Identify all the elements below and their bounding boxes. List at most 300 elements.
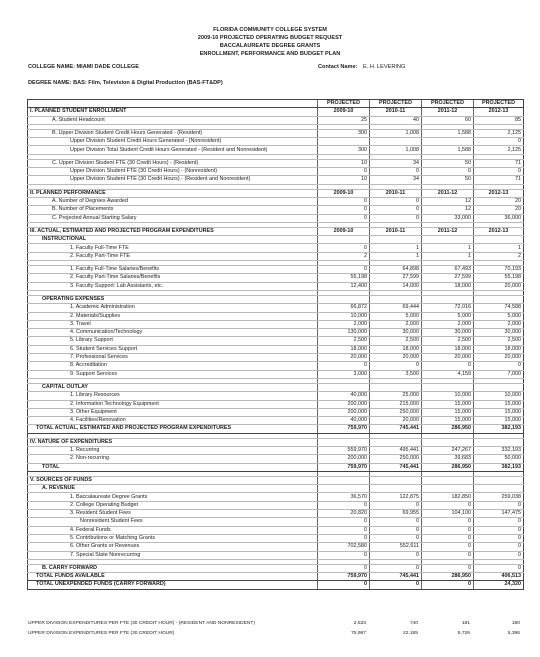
table-row (28, 493, 524, 501)
cell-value: 2010-11 (370, 189, 422, 197)
cell-value: 7,000 (474, 370, 524, 378)
cell-value (474, 438, 524, 446)
table-row (28, 383, 524, 391)
cell-value: 20,000 (370, 417, 422, 425)
cell-value: 1 (422, 252, 474, 260)
table-row (28, 100, 524, 108)
cell-value: 0 (370, 581, 422, 589)
footer-label: UPPER DIVISION EXPENDITURES PER FTE (30 CREDIT HOUR) (28, 631, 175, 636)
cell-value (422, 295, 474, 303)
cell-value: 0 (422, 362, 474, 370)
cell-value: 0 (474, 526, 524, 534)
cell-value: 40 (370, 116, 422, 124)
cell-value (318, 476, 370, 484)
cell-value: 30,000 (370, 329, 422, 337)
footer-label: UPPER DIVISION EXPENDITURES PER FTE (30 CREDIT HOUR) - (RESIDENT AND NONRESIDENT) (28, 621, 255, 626)
cell-value (370, 138, 422, 146)
cell-value: 2009-10 (318, 189, 370, 197)
degree-label: DEGREE NAME: (28, 80, 72, 86)
cell-value: 2010-11 (370, 227, 422, 235)
cell-value: 4,159 (422, 370, 474, 378)
cell-value: 20,000 (422, 354, 474, 362)
cell-value: 382,193 (474, 425, 524, 433)
cell-value: 0 (370, 197, 422, 205)
table-row (28, 392, 524, 400)
table-row (28, 189, 524, 197)
cell-value (370, 438, 422, 446)
row-label: I. PLANNED STUDENT ENROLLMENT (28, 108, 318, 116)
cell-value: 0 (318, 362, 370, 370)
row-label: Nonresident Student Fees (28, 518, 318, 526)
footer-value: 2,533 (353, 621, 366, 626)
college-value: MIAMI DADE COLLEGE (76, 64, 139, 70)
degree-name (28, 80, 223, 86)
cell-value: 15,000 (474, 400, 524, 408)
cell-value: 67,493 (422, 266, 474, 274)
row-label: Upper Division Student FTE (30 Credit Hours) - (Nonresident) (28, 168, 318, 176)
cell-value: PROJECTED (318, 100, 370, 108)
table-row (28, 197, 524, 205)
cell-value: 745,441 (370, 573, 422, 581)
cell-value: 0 (318, 518, 370, 526)
cell-value: 2010-11 (370, 108, 422, 116)
row-label: 1. Faculty Full-Time Salaries/Benefits (28, 266, 318, 274)
table-row (28, 510, 524, 518)
cell-value: 50,000 (474, 455, 524, 463)
cell-value: 25 (318, 116, 370, 124)
row-label: 5. Contributions or Matching Grants (28, 534, 318, 542)
cell-value: 0 (318, 266, 370, 274)
cell-value: 0 (422, 518, 474, 526)
cell-value: 72,016 (422, 304, 474, 312)
table-row (28, 485, 524, 493)
cell-value: 759,970 (318, 425, 370, 433)
cell-value: 200,000 (318, 455, 370, 463)
cell-value: 64,898 (370, 266, 422, 274)
footer-value: 5,396 (507, 631, 520, 636)
cell-value: 0 (318, 564, 370, 572)
row-label: II. PLANNED PERFORMANCE (28, 189, 318, 197)
cell-value (422, 383, 474, 391)
table-row (28, 116, 524, 124)
cell-value (370, 236, 422, 244)
cell-value: 2 (474, 252, 524, 260)
footer-line (28, 631, 524, 639)
cell-value: 10 (318, 176, 370, 184)
table-row (28, 176, 524, 184)
cell-value: 20,000 (318, 354, 370, 362)
cell-value: 745,441 (370, 463, 422, 471)
cell-value: 0 (474, 534, 524, 542)
cell-value: 15,000 (422, 400, 474, 408)
cell-value: PROJECTED (474, 100, 524, 108)
cell-value: 1 (422, 244, 474, 252)
table-row (28, 425, 524, 433)
cell-value: 0 (370, 214, 422, 222)
cell-value (370, 383, 422, 391)
table-row (28, 282, 524, 290)
cell-value: PROJECTED (422, 100, 474, 108)
cell-value: 0 (318, 244, 370, 252)
cell-value: 0 (318, 581, 370, 589)
table-row (28, 266, 524, 274)
cell-value: 0 (318, 214, 370, 222)
table-row (28, 463, 524, 471)
table-row (28, 129, 524, 137)
row-label: OPERATING EXPENSES (28, 295, 318, 303)
table-row (28, 417, 524, 425)
table-row (28, 446, 524, 454)
cell-value (422, 236, 474, 244)
cell-value: 30,000 (422, 329, 474, 337)
cell-value: 0 (318, 168, 370, 176)
table-row (28, 455, 524, 463)
row-label: V. SOURCES OF FUNDS (28, 476, 318, 484)
cell-value: 495,441 (370, 446, 422, 454)
row-label: A. Student Headcount (28, 116, 318, 124)
cell-value: 702,580 (318, 543, 370, 551)
cell-value: 2011-12 (422, 227, 474, 235)
cell-value: 3,000 (318, 370, 370, 378)
cell-value: 15,000 (474, 408, 524, 416)
cell-value: 20 (474, 206, 524, 214)
row-label: 8. Accreditation (28, 362, 318, 370)
cell-value: 2009-10 (318, 108, 370, 116)
cell-value: 27,599 (422, 274, 474, 282)
cell-value: 36,570 (318, 493, 370, 501)
cell-value: 200,000 (318, 408, 370, 416)
table-row (28, 329, 524, 337)
cell-value: 34 (370, 159, 422, 167)
cell-value (318, 138, 370, 146)
cell-value: 1 (370, 252, 422, 260)
cell-value: 2,125 (474, 146, 524, 154)
cell-value: 5,000 (422, 312, 474, 320)
contact-name (318, 64, 405, 70)
cell-value: 0 (474, 501, 524, 509)
cell-value: 18,000 (370, 345, 422, 353)
cell-value: 3,500 (370, 370, 422, 378)
cell-value: 2012-13 (474, 189, 524, 197)
contact-label: Contact Name: (318, 64, 358, 70)
row-label: 1. Academic Administration (28, 304, 318, 312)
table-row (28, 236, 524, 244)
cell-value (422, 138, 474, 146)
cell-value: 0 (370, 551, 422, 559)
cell-value: 70,193 (474, 266, 524, 274)
cell-value: 0 (422, 581, 474, 589)
cell-value: 0 (474, 518, 524, 526)
row-label: 3. Resident Student Fees (28, 510, 318, 518)
cell-value: 20,000 (370, 354, 422, 362)
cell-value: 12 (422, 206, 474, 214)
cell-value: 69,444 (370, 304, 422, 312)
row-label: 3. Other Equipment (28, 408, 318, 416)
cell-value (318, 485, 370, 493)
cell-value: 2011-12 (422, 108, 474, 116)
cell-value: 130,000 (318, 329, 370, 337)
row-label: 5. Library Support (28, 337, 318, 345)
cell-value: 406,513 (474, 573, 524, 581)
cell-value: 10 (318, 159, 370, 167)
row-label: B. Upper Division Student Credit Hours Generated - (Resident) (28, 129, 318, 137)
row-label: A. REVENUE (28, 485, 318, 493)
footer-value: 180 (511, 621, 520, 626)
cell-value: 15,000 (474, 417, 524, 425)
cell-value: 18,000 (318, 345, 370, 353)
table-row (28, 581, 524, 589)
table-row (28, 206, 524, 214)
cell-value: 60 (422, 116, 474, 124)
footer-value: 22,185 (403, 631, 418, 636)
cell-value: 12 (422, 197, 474, 205)
cell-value: 182,850 (422, 493, 474, 501)
cell-value: 286,950 (422, 573, 474, 581)
cell-value: 332,193 (474, 446, 524, 454)
cell-value: 50 (422, 176, 474, 184)
table-row (28, 337, 524, 345)
cell-value: 0 (474, 551, 524, 559)
cell-value: 2011-12 (422, 189, 474, 197)
cell-value: 74,588 (474, 304, 524, 312)
cell-value: 559,970 (318, 446, 370, 454)
cell-value (318, 295, 370, 303)
cell-value: 0 (422, 564, 474, 572)
cell-value: 14,000 (370, 282, 422, 290)
cell-value: 2,500 (474, 337, 524, 345)
cell-value (422, 438, 474, 446)
cell-value: 27,599 (370, 274, 422, 282)
table-row (28, 159, 524, 167)
cell-value: 0 (370, 362, 422, 370)
cell-value (474, 236, 524, 244)
cell-value (370, 476, 422, 484)
table-row (28, 345, 524, 353)
table-row (28, 370, 524, 378)
cell-value: 0 (318, 197, 370, 205)
table-row (28, 138, 524, 146)
table-row (28, 227, 524, 235)
cell-value: 71 (474, 176, 524, 184)
header-line-4: ENROLLMENT, PERFORMANCE AND BUDGET PLAN (199, 51, 341, 57)
cell-value: 55,198 (474, 274, 524, 282)
cell-value: 300 (318, 129, 370, 137)
cell-value: 215,000 (370, 400, 422, 408)
cell-value: 2,000 (422, 320, 474, 328)
cell-value: 10,000 (318, 312, 370, 320)
table-row (28, 400, 524, 408)
cell-value: 71 (474, 159, 524, 167)
table-row (28, 214, 524, 222)
cell-value: 0 (422, 551, 474, 559)
row-label: 2. Information Technology Equipment (28, 400, 318, 408)
cell-value (474, 295, 524, 303)
cell-value: 286,950 (422, 425, 474, 433)
table-row (28, 518, 524, 526)
row-label: 3. Travel (28, 320, 318, 328)
row-label: Upper Division Total Student Credit Hours Generated - (Resident and Nonresident) (28, 146, 318, 154)
cell-value: 250,000 (370, 455, 422, 463)
row-label: B. Number of Placements (28, 206, 318, 214)
cell-value: 0 (474, 138, 524, 146)
cell-value (422, 485, 474, 493)
table-row (28, 354, 524, 362)
cell-value: 2,500 (422, 337, 474, 345)
row-label: 9. Support Services (28, 370, 318, 378)
cell-value: 1 (370, 244, 422, 252)
row-label: 1. Library Resources (28, 392, 318, 400)
cell-value: 0 (422, 168, 474, 176)
cell-value: 2012-13 (474, 227, 524, 235)
cell-value (370, 485, 422, 493)
row-label (28, 100, 318, 108)
table-row (28, 408, 524, 416)
cell-value: 759,970 (318, 573, 370, 581)
cell-value: 1,008 (370, 129, 422, 137)
row-label: 1. Recurring (28, 446, 318, 454)
row-label: IV. NATURE OF EXPENDITURES (28, 438, 318, 446)
cell-value: 0 (370, 518, 422, 526)
table-row (28, 534, 524, 542)
cell-value: 20,000 (474, 354, 524, 362)
cell-value: 0 (318, 526, 370, 534)
cell-value: 0 (318, 501, 370, 509)
cell-value: 30,000 (474, 329, 524, 337)
cell-value (474, 476, 524, 484)
cell-value: 20 (474, 197, 524, 205)
table-row (28, 362, 524, 370)
table-row (28, 438, 524, 446)
row-label: 7. Professional Services (28, 354, 318, 362)
cell-value: 18,000 (422, 345, 474, 353)
table-row (28, 320, 524, 328)
table-row (28, 108, 524, 116)
row-label: 7. Special State Nonrecurring (28, 551, 318, 559)
row-label: TOTAL ACTUAL, ESTIMATED AND PROJECTED PROGRAM EXPENDITURES (28, 425, 318, 433)
row-label: III. ACTUAL, ESTIMATED AND PROJECTED PROGRAM EXPENDITURES (28, 227, 318, 235)
row-label: 3. Faculty Support: Lab Assistants, etc. (28, 282, 318, 290)
cell-value: 33,000 (422, 214, 474, 222)
header-line-3: BACCALAUREATE DEGREE GRANTS (219, 43, 321, 49)
cell-value: 15,000 (422, 408, 474, 416)
cell-value: 0 (474, 543, 524, 551)
cell-value: 10,000 (474, 392, 524, 400)
footer-value: 5,726 (457, 631, 470, 636)
cell-value: 759,970 (318, 463, 370, 471)
cell-value: 0 (474, 564, 524, 572)
cell-value: 0 (370, 168, 422, 176)
table-row (28, 476, 524, 484)
cell-value: 5,000 (370, 312, 422, 320)
cell-value: 1,588 (422, 129, 474, 137)
cell-value: PROJECTED (370, 100, 422, 108)
table-row (28, 304, 524, 312)
cell-value: 2 (318, 252, 370, 260)
row-label: INSTRUCTIONAL (28, 236, 318, 244)
table-row (28, 543, 524, 551)
cell-value: 300 (318, 146, 370, 154)
cell-value: 0 (318, 534, 370, 542)
row-label: 1. Baccalaureate Degree Grants (28, 493, 318, 501)
table-row (28, 146, 524, 154)
cell-value: 12,400 (318, 282, 370, 290)
cell-value: 55,198 (318, 274, 370, 282)
cell-value: 0 (422, 526, 474, 534)
row-label: 2. Non-recurring (28, 455, 318, 463)
cell-value: 2,000 (318, 320, 370, 328)
row-label: 6. Student Services Support (28, 345, 318, 353)
cell-value: 247,267 (422, 446, 474, 454)
cell-value: 34 (370, 176, 422, 184)
row-label: 2. College Operating Budget (28, 501, 318, 509)
row-label: TOTAL FUNDS AVAILABLE (28, 573, 318, 581)
table-row (28, 564, 524, 572)
cell-value: 1,008 (370, 146, 422, 154)
cell-value: 0 (318, 206, 370, 214)
row-label: A. Number of Degrees Awarded (28, 197, 318, 205)
table-row (28, 295, 524, 303)
table-row (28, 244, 524, 252)
cell-value: 18,000 (474, 345, 524, 353)
table-row (28, 312, 524, 320)
cell-value: 40,000 (318, 392, 370, 400)
cell-value: 2012-13 (474, 108, 524, 116)
cell-value: 2009-10 (318, 227, 370, 235)
row-label: Upper Division Student FTE (30 Credit Hours) - (Resident and Nonresident) (28, 176, 318, 184)
cell-value: 69,955 (370, 510, 422, 518)
cell-value: 20,820 (318, 510, 370, 518)
cell-value: 15,000 (422, 417, 474, 425)
cell-value (318, 383, 370, 391)
table-row (28, 252, 524, 260)
cell-value: 122,875 (370, 493, 422, 501)
cell-value: 259,038 (474, 493, 524, 501)
cell-value: 1 (474, 244, 524, 252)
cell-value: 50 (422, 159, 474, 167)
footer-value: 75,997 (351, 631, 366, 636)
table-row (28, 551, 524, 559)
cell-value: 0 (422, 543, 474, 551)
cell-value: 0 (370, 534, 422, 542)
cell-value: 200,000 (318, 400, 370, 408)
cell-value: 104,100 (422, 510, 474, 518)
college-label: COLLEGE NAME: (28, 64, 75, 70)
row-label: 2. Materials/Supplies (28, 312, 318, 320)
cell-value: 20,000 (474, 282, 524, 290)
cell-value: 382,193 (474, 463, 524, 471)
row-label: C. Upper Division Student FTE (30 Credit Hours) - (Resident) (28, 159, 318, 167)
cell-value: 286,950 (422, 463, 474, 471)
cell-value: 40,000 (318, 417, 370, 425)
header-line-2: 2009-10 PROJECTED OPERATING BUDGET REQUEST (197, 35, 343, 41)
cell-value: 85 (474, 116, 524, 124)
row-label: CAPITAL OUTLAY (28, 383, 318, 391)
table-row (28, 168, 524, 176)
cell-value: 0 (474, 362, 524, 370)
cell-value: 0 (318, 551, 370, 559)
table-row (28, 573, 524, 581)
cell-value: 1,588 (422, 146, 474, 154)
cell-value: 39,683 (422, 455, 474, 463)
row-label: 2. Faculty Part-Time FTE (28, 252, 318, 260)
cell-value: 0 (422, 501, 474, 509)
contact-value: E. H. LEVERING (363, 64, 406, 70)
cell-value: 0 (370, 564, 422, 572)
row-label: 1. Faculty Full-Time FTE (28, 244, 318, 252)
table-row (28, 501, 524, 509)
cell-value: 0 (370, 526, 422, 534)
cell-value: 5,000 (474, 312, 524, 320)
